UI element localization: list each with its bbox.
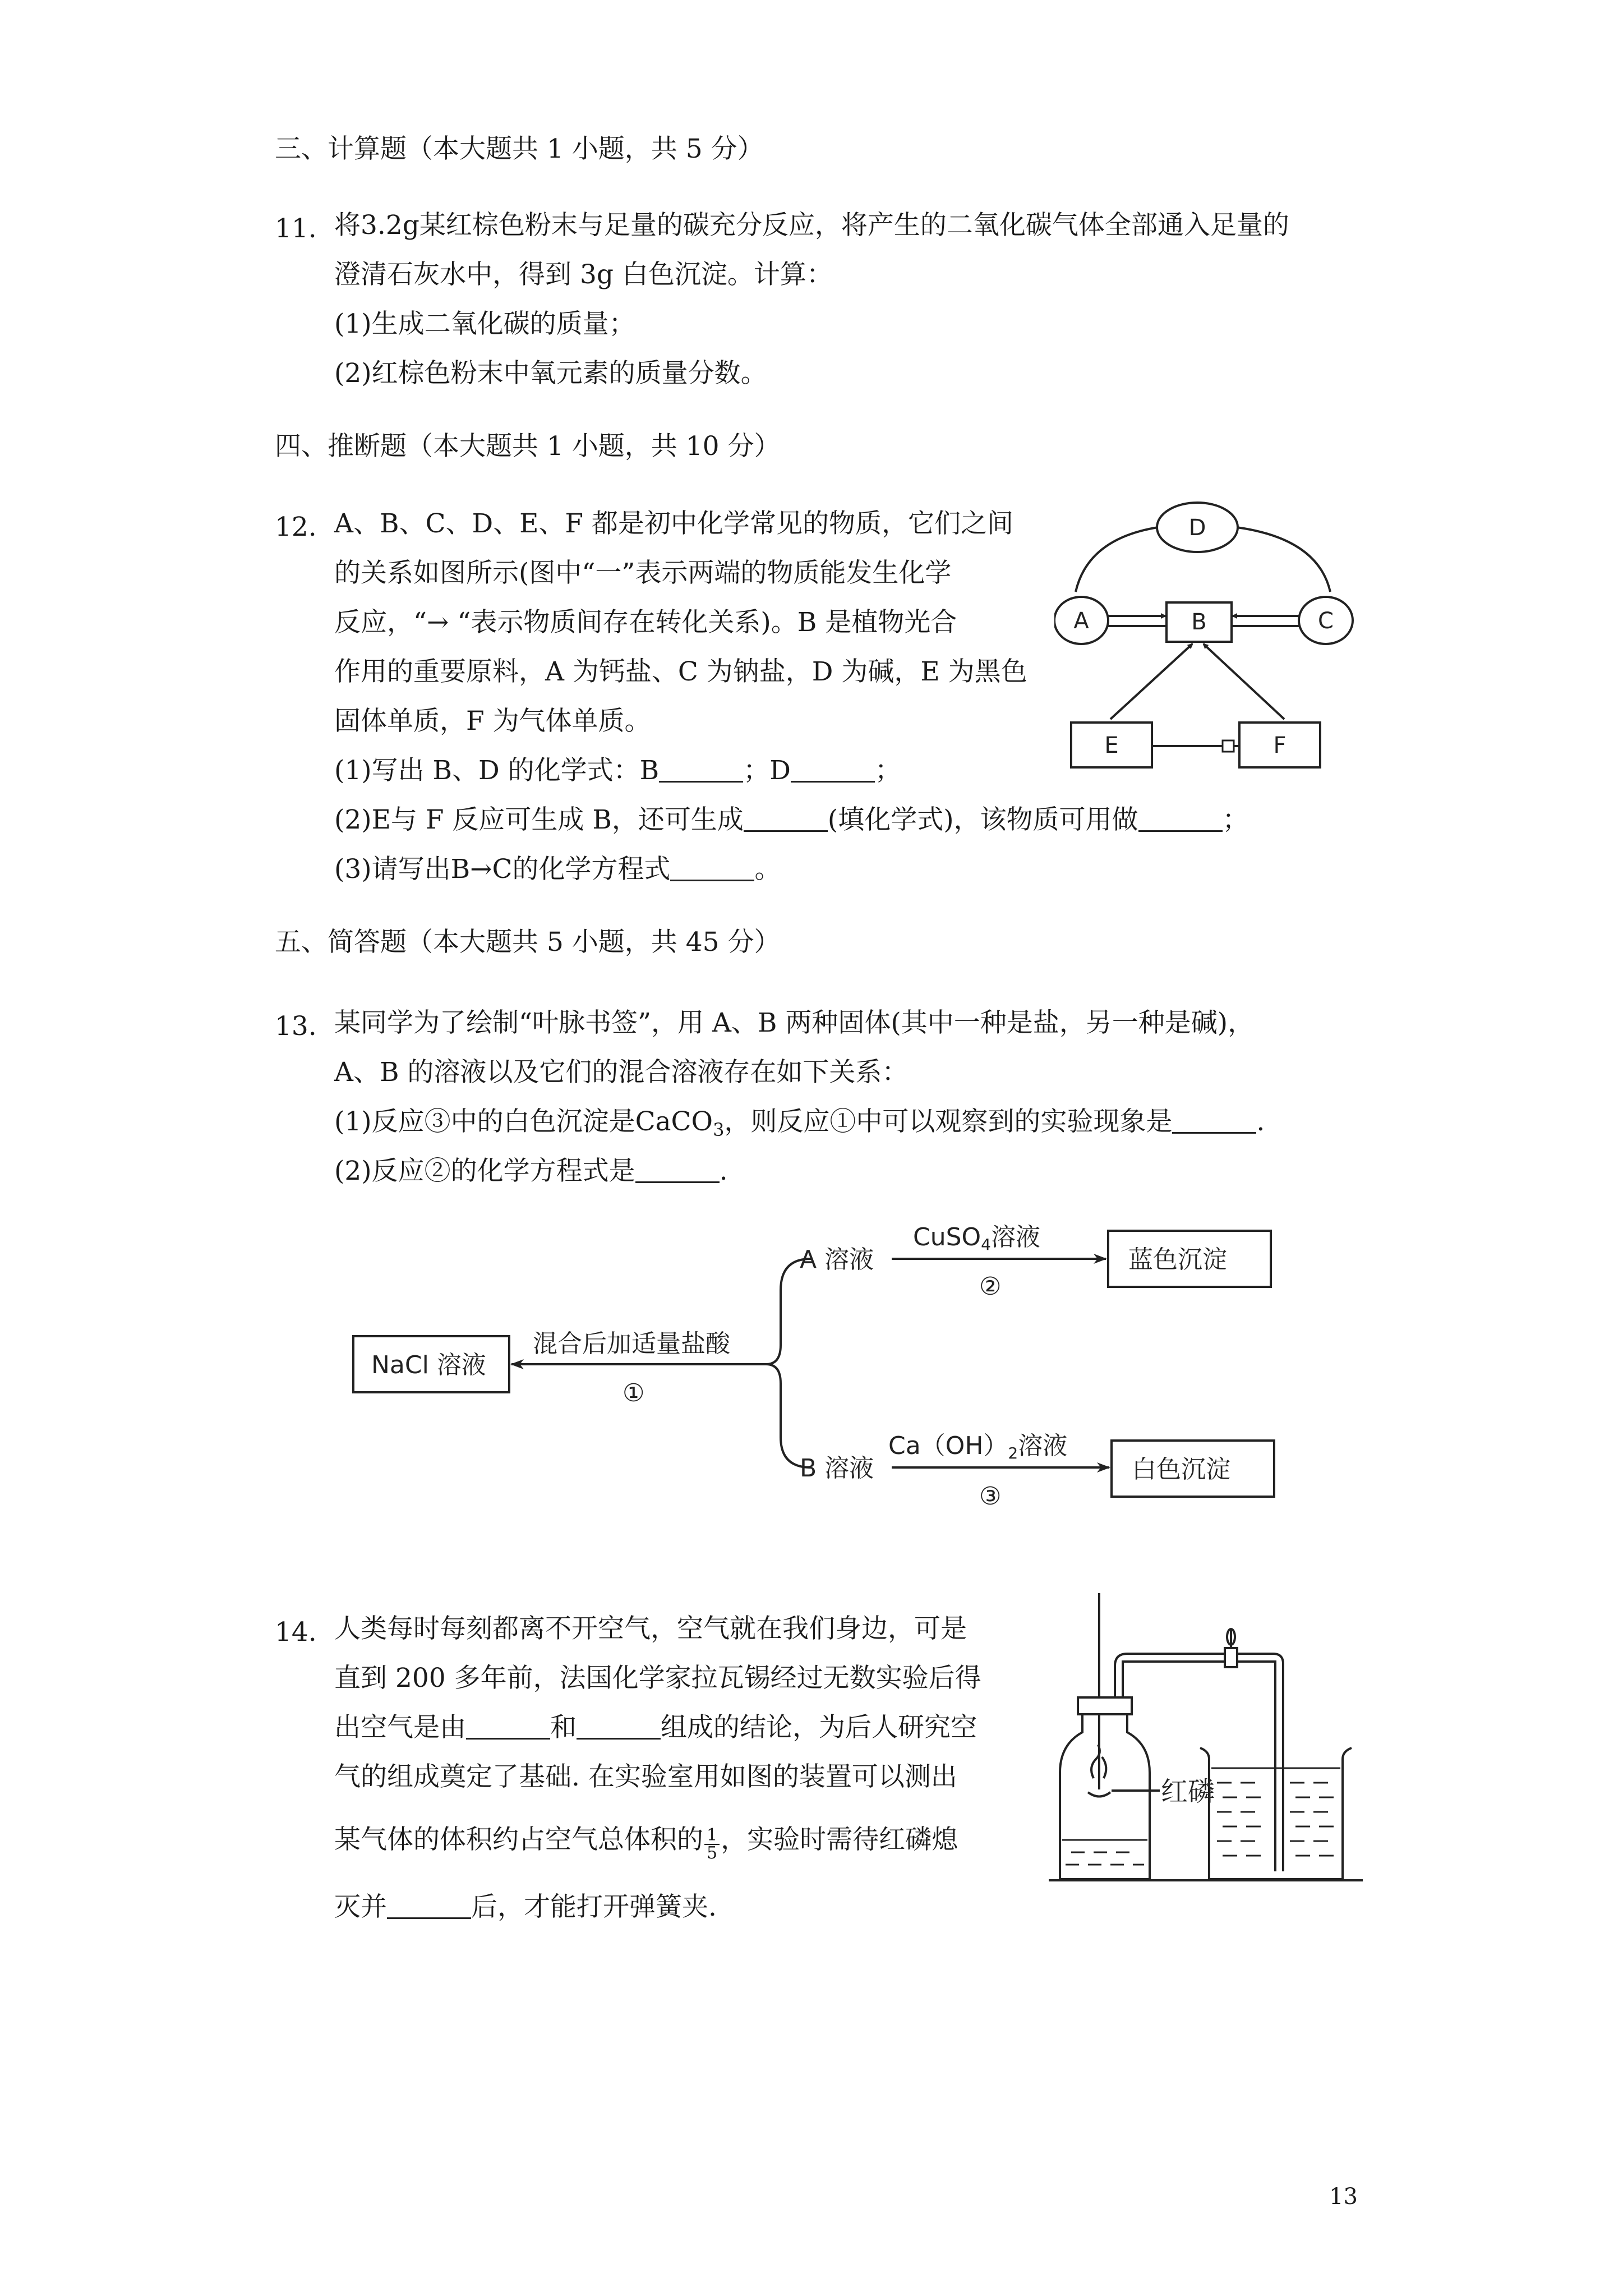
a-solution-label: A 溶液 bbox=[800, 1245, 874, 1274]
answer-blank[interactable] bbox=[387, 1893, 471, 1919]
q14-line-5: 某气体的体积约占空气总体积的 $\frac{1}{5}$ ，实验时需待红磷熄 bbox=[334, 1824, 958, 1863]
mix-hcl-label: 混合后加适量盐酸 bbox=[533, 1329, 730, 1358]
question-number-13: 13. bbox=[275, 1011, 317, 1042]
section-heading-3: 三、计算题（本大题共 1 小题，共 5 分） bbox=[275, 134, 764, 164]
nacl-solution-label: NaCl 溶液 bbox=[371, 1351, 486, 1379]
node-d-label: D bbox=[1188, 515, 1206, 541]
q13-sub-1: (1)反应③中的白色沉淀是CaCO$_3$，则反应①中可以观察到的实验现象是 . bbox=[334, 1106, 1265, 1140]
question-number-14: 14. bbox=[275, 1617, 317, 1648]
q11-line-2: 澄清石灰水中，得到 3g 白色沉淀。计算： bbox=[334, 259, 833, 290]
question-number-12: 12. bbox=[275, 512, 317, 542]
reaction-1-label: ① bbox=[623, 1379, 645, 1407]
node-c-label: C bbox=[1318, 608, 1334, 634]
q12-line-4: 作用的重要原料，A 为钙盐、C 为钠盐，D 为碱，E 为黑色 bbox=[334, 656, 1027, 687]
q13-line-2: A、B 的溶液以及它们的混合溶液存在如下关系： bbox=[334, 1057, 909, 1088]
q14-line-1: 人类每时每刻都离不开空气，空气就在我们身边，可是 bbox=[334, 1613, 967, 1644]
q12-line-5: 固体单质，F 为气体单质。 bbox=[334, 706, 651, 737]
q12-line-1: A、B、C、D、E、F 都是初中化学常见的物质，它们之间 bbox=[334, 508, 1013, 539]
caoh2-solution-label: Ca（OH）2溶液 bbox=[888, 1432, 1068, 1462]
fraction-one-fifth: $\frac{1}{5}$ bbox=[704, 1827, 720, 1862]
reaction-2-label: ② bbox=[979, 1272, 1002, 1301]
cuso4-solution-label: CuSO4溶液 bbox=[913, 1223, 1040, 1254]
q12-sub-1: (1)写出 B、D 的化学式：B ；D ； bbox=[334, 755, 901, 786]
line-d-c bbox=[1237, 527, 1330, 592]
answer-blank[interactable] bbox=[577, 1713, 661, 1740]
node-e-label: E bbox=[1104, 733, 1119, 758]
q13-reaction-flow-diagram bbox=[348, 1217, 1301, 1520]
section-heading-5: 五、简答题（本大题共 5 小题，共 45 分） bbox=[275, 927, 781, 958]
q11-line-1: 将3.2g某红棕色粉末与足量的碳充分反应，将产生的二氧化碳气体全部通入足量的 bbox=[334, 210, 1289, 241]
answer-blank[interactable] bbox=[1172, 1107, 1256, 1134]
question-number-11: 11. bbox=[275, 213, 317, 244]
q14-line-4: 气的组成奠定了基础. 在实验室用如图的装置可以测出 bbox=[334, 1761, 957, 1792]
q14-red-phosphorus-apparatus bbox=[1049, 1593, 1363, 1896]
b-solution-label: B 溶液 bbox=[800, 1454, 874, 1483]
q14-line-3: 出空气是由 和 组成的结论，为后人研究空 bbox=[334, 1712, 977, 1743]
q12-relationship-diagram bbox=[1054, 499, 1368, 780]
answer-blank[interactable] bbox=[670, 855, 754, 881]
red-phosphorus-label: 红磷 bbox=[1161, 1776, 1215, 1807]
white-precipitate-label: 白色沉淀 bbox=[1132, 1455, 1230, 1484]
q12-line-3: 反应，“→ “表示物质间存在转化关系)。B 是植物光合 bbox=[334, 607, 957, 638]
answer-blank[interactable] bbox=[635, 1157, 720, 1183]
node-b-label: B bbox=[1191, 609, 1207, 635]
answer-blank[interactable] bbox=[1138, 806, 1223, 832]
page-number: 13 bbox=[1329, 2184, 1358, 2210]
node-f-label: F bbox=[1273, 733, 1287, 758]
q13-sub-2: (2)反应②的化学方程式是 . bbox=[334, 1156, 728, 1186]
node-a-label: A bbox=[1073, 608, 1089, 634]
q13-line-1: 某同学为了绘制“叶脉书签”，用 A、B 两种固体(其中一种是盐，另一种是碱)， bbox=[334, 1007, 1255, 1038]
q12-sub-2: (2)E与 F 反应可生成 B，还可生成 (填化学式)，该物质可用做 ； bbox=[334, 804, 1249, 835]
answer-blank[interactable] bbox=[791, 756, 875, 783]
q14-line-6: 灭并 后，才能打开弹簧夹. bbox=[334, 1892, 717, 1922]
answer-blank[interactable] bbox=[744, 806, 828, 832]
q11-sub-1: (1)生成二氧化碳的质量； bbox=[334, 309, 635, 339]
q12-sub-3: (3)请写出B→C的化学方程式 。 bbox=[334, 854, 781, 885]
answer-blank[interactable] bbox=[466, 1713, 550, 1740]
answer-blank[interactable] bbox=[659, 756, 743, 783]
reaction-3-label: ③ bbox=[979, 1482, 1002, 1511]
q11-sub-2: (2)红棕色粉末中氧元素的质量分数。 bbox=[334, 358, 767, 389]
section-heading-4: 四、推断题（本大题共 1 小题，共 10 分） bbox=[275, 431, 781, 462]
line-d-a bbox=[1076, 527, 1158, 592]
blue-precipitate-label: 蓝色沉淀 bbox=[1128, 1245, 1227, 1274]
q14-line-2: 直到 200 多年前，法国化学家拉瓦锡经过无数实验后得 bbox=[334, 1663, 981, 1694]
q12-line-2: 的关系如图所示(图中“一”表示两端的物质能发生化学 bbox=[334, 558, 952, 588]
